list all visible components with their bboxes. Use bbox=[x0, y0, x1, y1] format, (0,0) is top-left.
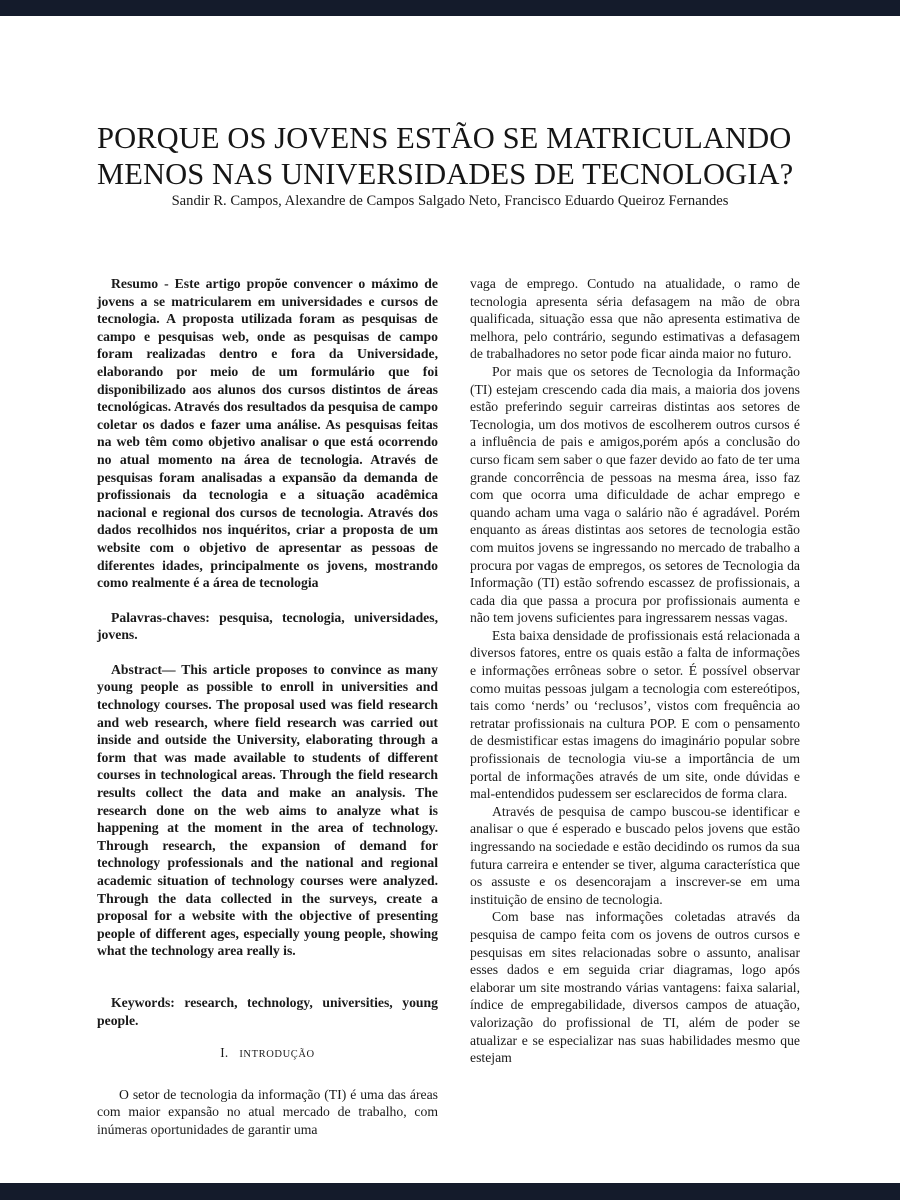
left-column bbox=[97, 275, 438, 1139]
section-number: I. bbox=[220, 1045, 229, 1061]
section-heading-introduction bbox=[97, 1044, 438, 1064]
section-title: INTRODUÇÃO bbox=[239, 1049, 315, 1061]
right-paragraph-continued: vaga de emprego. Contudo na atualidade, o ramo de tecnologia apresenta séria defasagem na mão de obra qualificada, situação essa que não apresenta estimativa de melhora, pelo contrário, segundo estimativas a defasagem de trabalhadores no setor pode ficar ainda maior no futuro. bbox=[470, 276, 800, 362]
intro-paragraph-1: O setor de tecnologia da informação (TI) é uma das áreas com maior expansão no atual mercado de trabalho, com inúmeras oportunidades de garantir uma bbox=[97, 1086, 438, 1137]
right-paragraph-2: Por mais que os setores de Tecnologia da Informação (TI) estejam crescendo cada dia mais, a maioria dos jovens estão preferindo seguir carreiras distintas aos setores de Tecnologia, um dos motivos de escolherem outros cursos é a influência de pais e amigos,porém após a conclusão do curso ficam sem saber o que fazer devido ao fato de ter uma grande concorrência de pessoas na mesma área, isso faz com que ocorra uma dificuldade de achar emprego e quando acham uma vaga o salário não é agradável. Porém enquanto as áreas distintas aos setores de tecnologia estão com muitos jovens se ingressando no mercado de trabalho a procura por vagas de empregos, os setores de Tecnologia da Informação (TI) estão sofrendo escassez de profissionais, a cada dia que passa a procura por profissionais aumenta e não tem jovens suficientes para ingressarem nessas vagas. bbox=[470, 363, 800, 626]
bottom-frame-bar bbox=[0, 1183, 900, 1200]
paper-page bbox=[0, 16, 900, 1183]
resumo-paragraph: Resumo - Este artigo propõe convencer o máximo de jovens a se matricularem em universidades e cursos de tecnologia. A proposta utilizada foram as pesquisas de campo e pesquisas web, onde as pesquisas de campo foram realizadas dentro e fora da Universidade, elaborando por meio de um formulário que foi disponibilizado aos alunos dos cursos distintos de áreas tecnológicas. Através dos resultados da pesquisa de campo coletar os dados e fazer uma análise. As pesquisas feitas na web têm como objetivo analisar o que está ocorrendo no atual momento na área de tecnologia. Através de pesquisas foram analisadas a expansão da demanda de profissionais da tecnologia e a situação acadêmica nacional e regional dos cursos de tecnologia. Através dos dados recolhidos nos inquéritos, criar a proposta de um website com o objetivo de apresentar as pessoas de diferentes idades, principalmente os jovens, mostrando como realmente é a área de tecnologia bbox=[97, 276, 438, 591]
right-column bbox=[470, 275, 800, 1067]
title-line-2: MENOS NAS UNIVERSIDADES DE TECNOLOGIA? bbox=[97, 157, 794, 191]
paper-title bbox=[97, 120, 837, 192]
palavras-chaves: Palavras-chaves: pesquisa, tecnologia, universidades, jovens. bbox=[97, 609, 438, 643]
title-line-1: PORQUE OS JOVENS ESTÃO SE MATRICULANDO bbox=[97, 121, 792, 155]
right-paragraph-3: Esta baixa densidade de profissionais está relacionada a diversos fatores, entre os quais estão a falta de informações e informações errôneas sobre o setor. É possível observar como muitas pessoas julgam a tecnologia com estereótipos, tais como ‘nerds’ ou ‘reclusos’, vistos com frequência ao retratar profissionais na cultura POP. E com o pensamento de desmistificar estas imagens do imaginário popular sobre profissionais de tecnologia viu-se a importância de um portal de informações através de um site, onde dúvidas e mal-entendidos pudessem ser esclarecidos de forma clara. bbox=[470, 627, 800, 802]
keywords-paragraph: Keywords: research, technology, universities, young people. bbox=[97, 994, 438, 1028]
author-list: Sandir R. Campos, Alexandre de Campos Salgado Neto, Francisco Eduardo Queiroz Fernandes bbox=[171, 193, 729, 209]
right-paragraph-4: Através de pesquisa de campo buscou-se identificar e analisar o que é esperado e buscado pelos jovens que estão ingressando na sociedade e estão decidindo os rumos da sua futura carreira e entender se tiver, alguma característica que os assuste e os desencorajam a inscrever-se em uma instituição de ensino de tecnologia. bbox=[470, 803, 800, 907]
right-paragraph-5: Com base nas informações coletadas através da pesquisa de campo feita com os jovens de outros cursos e pesquisas em sites relacionadas sobre o assunto, analisar esses dados e em seguida criar diagramas, logo após elaborar um site mostrando várias vantagens: faixa salarial, índice de empregabilidade, diversos campos de atuação, valorização do profissional de TI, além de poder se atualizar e se especializar nas suas habilidades mesmo que estejam bbox=[470, 909, 800, 1066]
top-frame-bar bbox=[0, 0, 900, 16]
abstract-paragraph: Abstract— This article proposes to convince as many young people as possible to enroll in universities and technology courses. The proposal used was field research and web research, where field research was carried out inside and outside the University, elaborating through a form that was made available to students of different courses in technological areas. Through the field research results collect the data and make an analysis. The research done on the web aims to analyze what is happening at the moment in the area of technology. Through research, the expansion of demand for technology professionals and the national and regional academic situation of technology courses were analyzed. Through the data collected in the surveys, create a proposal for a website with the objective of presenting people of different ages, especially young people, showing what the technology area really is. bbox=[97, 661, 438, 959]
